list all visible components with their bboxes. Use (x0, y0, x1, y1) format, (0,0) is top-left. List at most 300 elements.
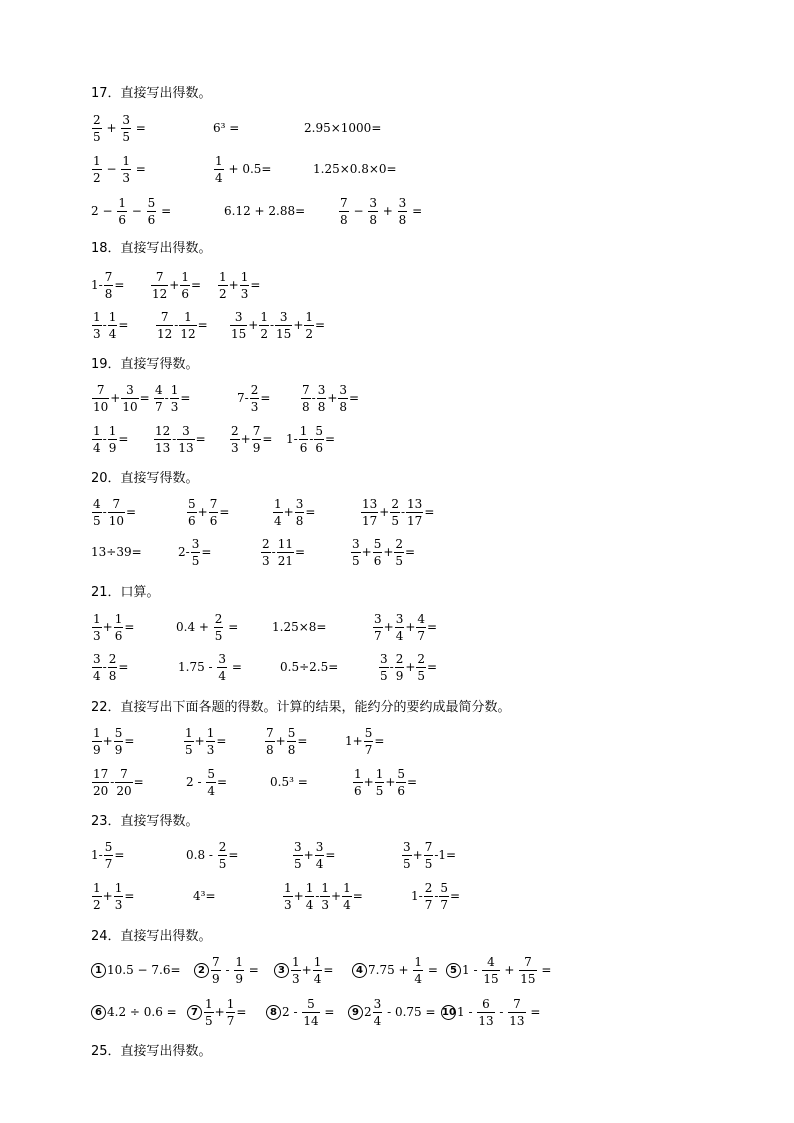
fraction (252, 425, 262, 454)
fraction (156, 311, 173, 340)
fraction-numerator: 5 (104, 839, 113, 854)
fraction-denominator: 5 (395, 553, 404, 568)
fraction-denominator: 5 (380, 668, 388, 683)
fraction-denominator: 20 (93, 783, 109, 798)
expression-text: + (293, 889, 304, 903)
fraction-denominator: 4 (373, 1013, 382, 1028)
fraction-numerator: 12 (155, 423, 171, 438)
fraction-denominator: 7 (440, 897, 449, 912)
fraction-numerator: 1 (122, 153, 130, 168)
fraction-numerator: 7 (513, 996, 521, 1011)
expression-text: 1- (91, 278, 103, 292)
fraction-numerator: 1 (321, 880, 330, 895)
fraction-numerator: 7 (209, 496, 218, 511)
fraction-numerator: 5 (307, 996, 315, 1011)
expression-text: - (102, 660, 107, 674)
expression-text: 6.12 + 2.88= (224, 204, 306, 218)
expression-text: - (164, 391, 169, 405)
fraction-numerator: 2 (218, 839, 227, 854)
fraction-numerator: 1 (226, 996, 235, 1011)
math-expression (91, 308, 128, 342)
expression-text: + (102, 620, 113, 634)
math-expression (272, 610, 326, 644)
expression-text: 2.95×1000= (304, 121, 382, 135)
fraction (114, 882, 124, 911)
fraction-denominator: 8 (317, 399, 326, 414)
fraction-denominator: 12 (180, 326, 196, 341)
fraction (92, 768, 109, 797)
fraction (295, 498, 305, 527)
fraction-numerator: 3 (93, 651, 101, 666)
fraction-denominator: 6 (315, 440, 324, 455)
fraction-denominator: 8 (266, 742, 274, 757)
fraction (226, 998, 236, 1027)
expression-text: = (349, 391, 360, 405)
fraction (191, 538, 201, 567)
fraction-denominator: 6 (299, 440, 308, 455)
math-expression (338, 194, 422, 228)
fraction (108, 653, 118, 682)
math-expression (193, 879, 216, 913)
fraction-denominator: 4 (207, 783, 215, 798)
fraction-denominator: 7 (364, 742, 373, 757)
math-expression (304, 111, 381, 145)
fraction-denominator: 17 (362, 513, 378, 528)
fraction-numerator: 3 (374, 611, 382, 626)
expression-text: + (293, 318, 304, 332)
expression-text: = (262, 432, 273, 446)
math-expression (91, 879, 134, 913)
fraction-denominator: 8 (104, 286, 113, 301)
expression-text: = (315, 318, 326, 332)
expression-text: = (427, 660, 438, 674)
math-expression (186, 838, 238, 872)
expression-text: - (315, 889, 320, 903)
expression-text: + (275, 734, 286, 748)
fraction (204, 998, 214, 1027)
expression-text: + (405, 620, 416, 634)
fraction-numerator: 1 (170, 382, 179, 397)
fraction-denominator: 12 (157, 326, 173, 341)
math-expression (360, 495, 434, 529)
fraction-numerator: 3 (182, 423, 190, 438)
fraction-numerator: 1 (181, 269, 189, 284)
fraction-numerator: 1 (219, 269, 227, 284)
fraction (439, 882, 449, 911)
fraction-denominator: 3 (170, 399, 179, 414)
fraction-denominator: 5 (185, 742, 193, 757)
fraction (394, 538, 404, 567)
fraction-numerator: 7 (112, 496, 121, 511)
expression-text: - (271, 545, 276, 559)
math-expression (345, 724, 384, 758)
fraction (92, 384, 109, 413)
fraction-denominator: 3 (231, 440, 239, 455)
math-expression (266, 995, 334, 1029)
fraction (361, 498, 378, 527)
fraction (277, 538, 294, 567)
fraction-numerator: 5 (188, 496, 196, 511)
math-expression (178, 650, 242, 684)
expression-text: = (131, 162, 146, 176)
fraction-denominator: 8 (369, 212, 377, 227)
fraction-numerator: 13 (362, 496, 378, 511)
fraction-numerator: 1 (235, 954, 243, 969)
fraction (177, 425, 194, 454)
fraction-numerator: 7 (340, 195, 348, 210)
math-expression (441, 995, 540, 1029)
fraction-denominator: 6 (209, 513, 218, 528)
fraction (154, 425, 171, 454)
expression-text: + (110, 391, 121, 405)
fraction-numerator: 2 (250, 382, 259, 397)
fraction-numerator: 3 (294, 839, 302, 854)
expression-text: + (194, 734, 205, 748)
math-expression (224, 194, 305, 228)
fraction-numerator: 7 (252, 423, 261, 438)
expression-text: + 0.5= (224, 162, 272, 176)
fraction-denominator: 4 (305, 897, 314, 912)
fraction-numerator: 1 (93, 423, 101, 438)
item-number-circle: 1 (91, 963, 106, 978)
expression-text: 0.5÷2.5= (280, 660, 339, 674)
fraction (373, 538, 383, 567)
fraction-denominator: 9 (252, 440, 261, 455)
expression-text: = (216, 775, 228, 789)
fraction-numerator: 7 (302, 382, 310, 397)
expression-text: = (157, 204, 172, 218)
fraction-denominator: 13 (478, 1013, 494, 1028)
fraction (179, 311, 196, 340)
question-heading: 24．直接写出得数。 (91, 929, 212, 944)
math-expression (153, 381, 190, 415)
math-expression (411, 879, 460, 913)
expression-text: = (219, 505, 230, 519)
fraction-numerator: 3 (403, 839, 411, 854)
fraction (121, 155, 131, 184)
expression-text: = (407, 775, 418, 789)
question-heading: 25．直接写出得数。 (91, 1044, 212, 1059)
fraction-numerator: 1 (118, 195, 126, 210)
fraction-numerator: 2 (417, 651, 426, 666)
expression-text: - (269, 318, 275, 332)
fraction-numerator: 3 (373, 996, 382, 1011)
fraction-denominator: 5 (375, 783, 384, 798)
expression-text: - (434, 889, 439, 903)
fraction (92, 155, 102, 184)
expression-text: 1.25×8= (272, 620, 327, 634)
fraction-numerator: 3 (126, 382, 134, 397)
math-expression (187, 995, 246, 1029)
expression-text: = (139, 391, 150, 405)
fraction-numerator: 7 (524, 954, 532, 969)
expression-text: + (383, 545, 394, 559)
expression-text: = (114, 848, 125, 862)
math-expression (270, 765, 308, 799)
fraction (154, 384, 164, 413)
fraction-denominator: 10 (122, 399, 138, 414)
fraction (250, 384, 260, 413)
fraction (338, 384, 348, 413)
item-number-circle: 4 (352, 963, 367, 978)
expression-text: 1 - (457, 1005, 477, 1019)
fraction (92, 114, 102, 143)
fraction-numerator: 1 (274, 496, 282, 511)
math-expression (91, 953, 181, 987)
fraction (104, 271, 114, 300)
expression-text: = (405, 545, 416, 559)
fraction (287, 727, 297, 756)
fraction (92, 882, 102, 911)
math-expression (91, 268, 124, 302)
fraction (115, 768, 132, 797)
fraction-numerator: 2 (262, 536, 270, 551)
fraction (293, 841, 303, 870)
fraction (424, 882, 434, 911)
fraction-denominator: 5 (352, 553, 360, 568)
expression-text: 0.4 + (176, 620, 213, 634)
math-expression (446, 953, 551, 987)
expression-text: 1- (91, 848, 103, 862)
expression-text: + (240, 432, 251, 446)
fraction (92, 653, 102, 682)
question-heading: 23．直接写得数。 (91, 814, 199, 829)
math-expression (274, 953, 333, 987)
fraction-numerator: 1 (185, 725, 193, 740)
expression-text: - (174, 318, 179, 332)
expression-text: = (325, 848, 336, 862)
fraction-denominator: 5 (391, 513, 399, 528)
fraction-denominator: 9 (235, 971, 243, 986)
item-number-circle: 9 (348, 1005, 363, 1020)
fraction (508, 998, 525, 1027)
fraction-numerator: 5 (440, 880, 449, 895)
fraction-numerator: 3 (279, 309, 288, 324)
fraction (416, 653, 426, 682)
expression-text: - (309, 432, 314, 446)
fraction-denominator: 9 (108, 440, 117, 455)
fraction-numerator: 1 (215, 153, 223, 168)
fraction-denominator: 7 (417, 628, 426, 643)
expression-text: + (363, 775, 374, 789)
fraction-numerator: 7 (424, 839, 433, 854)
expression-text: = (250, 278, 261, 292)
fraction-denominator: 6 (114, 628, 123, 643)
fraction (482, 956, 499, 985)
fraction-denominator: 3 (93, 628, 101, 643)
expression-text: 1.25×0.8×0= (313, 162, 397, 176)
fraction-denominator: 3 (284, 897, 292, 912)
fraction-denominator: 14 (303, 1013, 319, 1028)
fraction-numerator: 1 (414, 954, 423, 969)
fraction-numerator: 3 (369, 195, 377, 210)
fraction-denominator: 13 (155, 440, 171, 455)
math-expression (176, 610, 238, 644)
fraction (305, 882, 315, 911)
fraction-numerator: 2 (231, 423, 239, 438)
fraction-numerator: 2 (108, 651, 117, 666)
fraction-numerator: 1 (354, 766, 362, 781)
expression-text: + (385, 775, 396, 789)
math-expression (91, 495, 136, 529)
expression-text: + (500, 963, 519, 977)
fraction-numerator: 6 (482, 996, 490, 1011)
fraction (299, 425, 309, 454)
fraction-denominator: 5 (403, 856, 411, 871)
math-expression (91, 194, 171, 228)
fraction-numerator: 1 (108, 423, 117, 438)
fraction-numerator: 3 (398, 195, 407, 210)
math-expression (272, 495, 315, 529)
expression-text: = (352, 889, 363, 903)
expression-text: - (311, 391, 316, 405)
fraction-denominator: 8 (108, 668, 117, 683)
fraction (313, 956, 323, 985)
fraction-denominator: 6 (118, 212, 126, 227)
fraction (114, 613, 124, 642)
fraction-numerator: 4 (155, 382, 163, 397)
fraction-denominator: 3 (250, 399, 259, 414)
fraction (353, 768, 363, 797)
expression-text: 1 - (462, 963, 482, 977)
fraction (121, 384, 138, 413)
fraction-denominator: 5 (424, 856, 433, 871)
fraction-numerator: 3 (315, 839, 324, 854)
expression-text: = (131, 121, 146, 135)
fraction (211, 956, 221, 985)
fraction-numerator: 17 (93, 766, 109, 781)
fraction-denominator: 4 (218, 668, 227, 683)
fraction-denominator: 8 (398, 212, 407, 227)
expression-text: 1- (286, 432, 298, 446)
expression-text: + (102, 889, 113, 903)
expression-text: 2 − (91, 204, 117, 218)
fraction-denominator: 2 (260, 326, 268, 341)
math-expression (217, 268, 260, 302)
math-expression (91, 381, 150, 415)
item-number-circle: 7 (187, 1005, 202, 1020)
fraction-denominator: 15 (520, 971, 536, 986)
expression-text: - (400, 505, 406, 519)
math-expression (292, 838, 335, 872)
math-expression (378, 650, 437, 684)
fraction (108, 311, 118, 340)
fraction (368, 197, 378, 226)
fraction (92, 613, 102, 642)
fraction (108, 498, 125, 527)
fraction (273, 498, 283, 527)
fraction-numerator: 1 (375, 766, 384, 781)
item-number-circle: 5 (446, 963, 461, 978)
fraction-numerator: 3 (395, 611, 404, 626)
fraction-numerator: 1 (93, 153, 101, 168)
fraction-denominator: 3 (93, 326, 101, 341)
fraction-denominator: 9 (212, 971, 220, 986)
expression-text: - (110, 775, 115, 789)
expression-text: = (114, 278, 125, 292)
fraction (114, 727, 124, 756)
fraction (406, 498, 423, 527)
fraction-numerator: 3 (122, 112, 130, 127)
fraction-denominator: 6 (147, 212, 156, 227)
fraction (214, 155, 224, 184)
fraction (217, 653, 227, 682)
expression-text: - (389, 660, 394, 674)
fraction-numerator: 5 (147, 195, 156, 210)
expression-text: 6³ = (213, 121, 240, 135)
fraction-numerator: 1 (284, 880, 292, 895)
math-expression (91, 152, 146, 186)
fraction-denominator: 6 (188, 513, 196, 528)
fraction (209, 498, 219, 527)
fraction (92, 425, 102, 454)
expression-text: = (201, 545, 212, 559)
fraction (390, 498, 400, 527)
fraction-numerator: 5 (397, 766, 406, 781)
fraction (314, 425, 324, 454)
fraction (92, 498, 102, 527)
fraction (320, 882, 330, 911)
fraction-numerator: 1 (313, 954, 322, 969)
fraction (104, 841, 114, 870)
math-expression (280, 650, 338, 684)
expression-text: + (361, 545, 372, 559)
math-expression (155, 308, 208, 342)
fraction (108, 425, 118, 454)
expression-text: + (102, 734, 113, 748)
fraction-numerator: 1 (93, 725, 101, 740)
fraction-denominator: 7 (155, 399, 163, 414)
math-expression (186, 765, 227, 799)
fraction-numerator: 1 (305, 309, 314, 324)
fraction-numerator: 7 (212, 954, 220, 969)
fraction-denominator: 4 (215, 170, 223, 185)
fraction (92, 727, 102, 756)
math-expression (91, 111, 146, 145)
fraction-numerator: 5 (364, 725, 373, 740)
fraction-denominator: 2 (219, 286, 227, 301)
fraction-numerator: 5 (114, 725, 123, 740)
fraction-denominator: 4 (93, 668, 101, 683)
fraction (240, 271, 250, 300)
fraction-denominator: 4 (414, 971, 423, 986)
fraction-numerator: 1 (93, 880, 101, 895)
fraction-denominator: 4 (315, 856, 324, 871)
fraction (304, 311, 314, 340)
math-expression (91, 838, 124, 872)
fraction (92, 311, 102, 340)
expression-text: = (228, 660, 242, 674)
fraction-denominator: 17 (407, 513, 423, 528)
fraction (519, 956, 536, 985)
fraction (395, 613, 405, 642)
fraction-denominator: 15 (483, 971, 499, 986)
fraction-numerator: 1 (93, 611, 101, 626)
fraction-numerator: 3 (380, 651, 388, 666)
fraction-denominator: 5 (122, 129, 130, 144)
expression-text: 4.2 ÷ 0.6 = (107, 1005, 177, 1019)
fraction-numerator: 3 (234, 309, 243, 324)
expression-text: = (216, 734, 227, 748)
expression-text: + (301, 963, 312, 977)
math-expression (300, 381, 359, 415)
math-expression (150, 268, 201, 302)
math-expression (352, 765, 417, 799)
fraction (170, 384, 180, 413)
fraction-denominator: 5 (218, 856, 227, 871)
expression-text: = (197, 318, 208, 332)
fraction (218, 271, 228, 300)
